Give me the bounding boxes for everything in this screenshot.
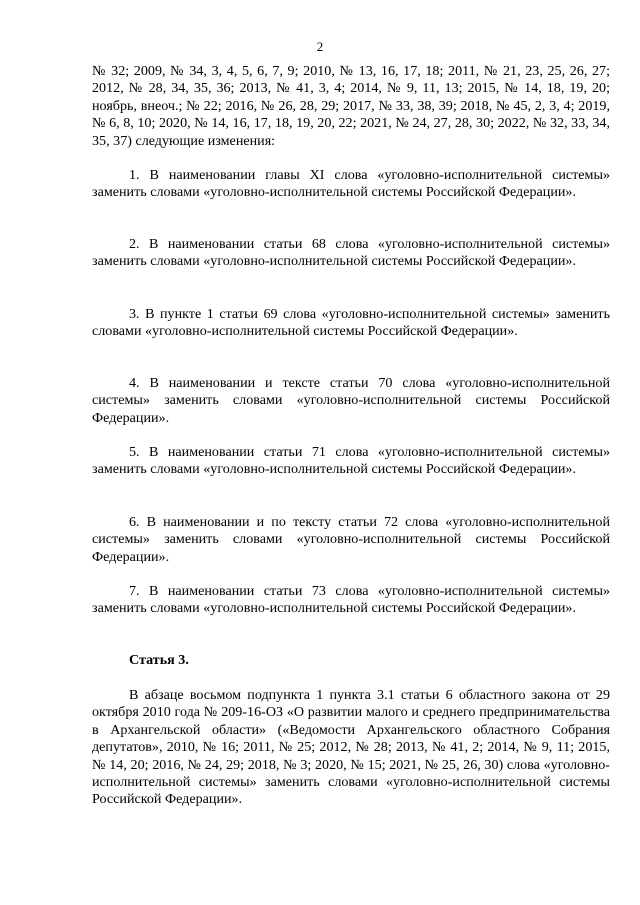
amendment-item-2: 2. В наименовании статьи 68 слова «уголовно-исполнительной системы» заменить словами «уголовно-исполнительной системы Российской Федерации». <box>92 236 610 270</box>
intro-continuation-paragraph: № 32; 2009, № 34, 3, 4, 5, 6, 7, 9; 2010, № 13, 16, 17, 18; 2011, № 21, 23, 25, 26, 27; 2012, № 28, 34, 35, 36; 2013, № 41, 3, 4; 2014, № 9, 11, 13; 2015, № 14, 18, 19, 20; ноябрь, внеоч.; № 22; 2016, № 26, 28, 29; 2017, № 33, 38, 39; 2018, № 45, 2, 3, 4; 2019, № 6, 8, 10; 2020, № 14, 16, 17, 18, 19, 20, 22; 2021, № 24, 27, 28, 30; 2022, № 32, 33, 34, 35, 37) следующие изменения: <box>92 63 610 149</box>
page-number: 2 <box>316 39 324 54</box>
article-3-heading: Статья 3. <box>129 652 189 668</box>
article-3-text: В абзаце восьмом подпункта 1 пункта 3.1 статьи 6 областного закона от 29 октября 2010 года № 209-16-ОЗ «О развитии малого и среднего предпринимательства в Архангельской области» («Ведомости Архангельского областного Собрания депутатов», 2010, № 16; 2011, № 25; 2012, № 28; 2013, № 41, 2; 2014, № 9, 11; 2015, № 14, 20; 2016, № 24, 29; 2018, № 3; 2020, № 15; 2021, № 25, 26, 30) слова «уголовно-исполнительной системы» заменить словами «уголовно-исполнительной системы Российской Федерации». <box>92 687 610 808</box>
amendment-item-3: 3. В пункте 1 статьи 69 слова «уголовно-исполнительной системы» заменить словами «уголовно-исполнительной системы Российской Федерации». <box>92 306 610 340</box>
amendment-item-6: 6. В наименовании и по тексту статьи 72 слова «уголовно-исполнительной системы» заменить словами «уголовно-исполнительной системы Российской Федерации». <box>92 514 610 565</box>
amendment-item-4: 4. В наименовании и тексте статьи 70 слова «уголовно-исполнительной системы» заменить словами «уголовно-исполнительной системы Российской Федерации». <box>92 375 610 426</box>
amendment-item-1: 1. В наименовании главы XI слова «уголовно-исполнительной системы» заменить словами «уголовно-исполнительной системы Российской Федерации». <box>92 167 610 201</box>
amendment-item-7: 7. В наименовании статьи 73 слова «уголовно-исполнительной системы» заменить словами «уголовно-исполнительной системы Российской Федерации». <box>92 583 610 617</box>
amendment-item-5: 5. В наименовании статьи 71 слова «уголовно-исполнительной системы» заменить словами «уголовно-исполнительной системы Российской Федерации». <box>92 444 610 478</box>
